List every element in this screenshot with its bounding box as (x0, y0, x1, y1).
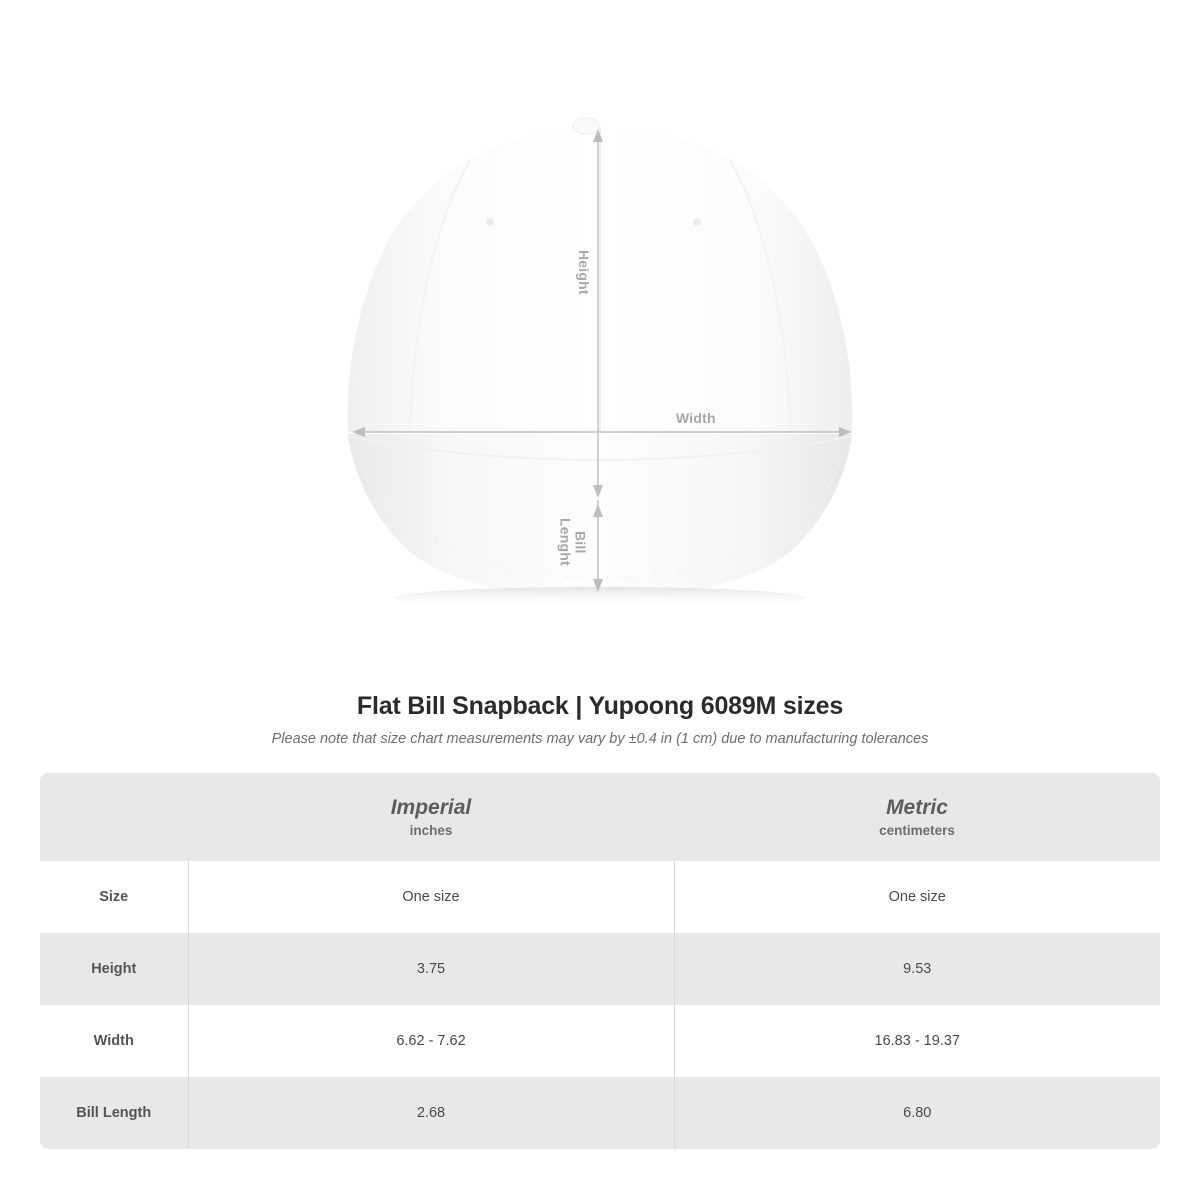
table-row (40, 933, 1160, 1005)
cell-width-imperial: 6.62 - 7.62 (188, 1005, 674, 1077)
header-empty-cell (40, 773, 188, 861)
table-header (40, 773, 1160, 861)
header-metric-name: Metric (886, 796, 948, 820)
cell-size-metric: One size (674, 861, 1160, 933)
row-label-width: Width (40, 1005, 188, 1077)
cell-height-metric: 9.53 (674, 933, 1160, 1005)
bill-length-dimension-label (558, 518, 587, 566)
bill-length-label-line2: Lenght (557, 518, 574, 566)
header-imperial-name: Imperial (390, 796, 472, 820)
cell-bill-length-imperial: 2.68 (188, 1077, 674, 1149)
row-label-height: Height (40, 933, 188, 1005)
header-imperial (188, 773, 674, 861)
cell-bill-length-metric: 6.80 (674, 1077, 1160, 1149)
cell-height-imperial: 3.75 (188, 933, 674, 1005)
cell-size-imperial: One size (188, 861, 674, 933)
height-dimension-label: Height (576, 250, 592, 295)
measurement-note: Please note that size chart measurements may vary by ±0.4 in (1 cm) due to manufacturing tolerances (271, 731, 929, 747)
row-label-bill-length: Bill Length (40, 1077, 188, 1149)
size-table-wrapper (40, 773, 1160, 1149)
cell-width-metric: 16.83 - 19.37 (674, 1005, 1160, 1077)
bill-length-label-line1: Bill (572, 530, 589, 554)
row-label-size: Size (40, 861, 188, 933)
table-header-row (40, 773, 1160, 861)
title-block (0, 692, 1200, 747)
header-imperial-sub: inches (409, 822, 453, 838)
page-title: Flat Bill Snapback | Yupoong 6089M sizes (356, 692, 844, 720)
table-row (40, 861, 1160, 933)
table-body (40, 861, 1160, 1149)
header-metric (674, 773, 1160, 861)
header-metric-sub: centimeters (879, 822, 955, 838)
size-chart-table (40, 773, 1160, 1149)
table-row (40, 1077, 1160, 1149)
width-dimension-label: Width (676, 410, 716, 426)
table-row (40, 1005, 1160, 1077)
